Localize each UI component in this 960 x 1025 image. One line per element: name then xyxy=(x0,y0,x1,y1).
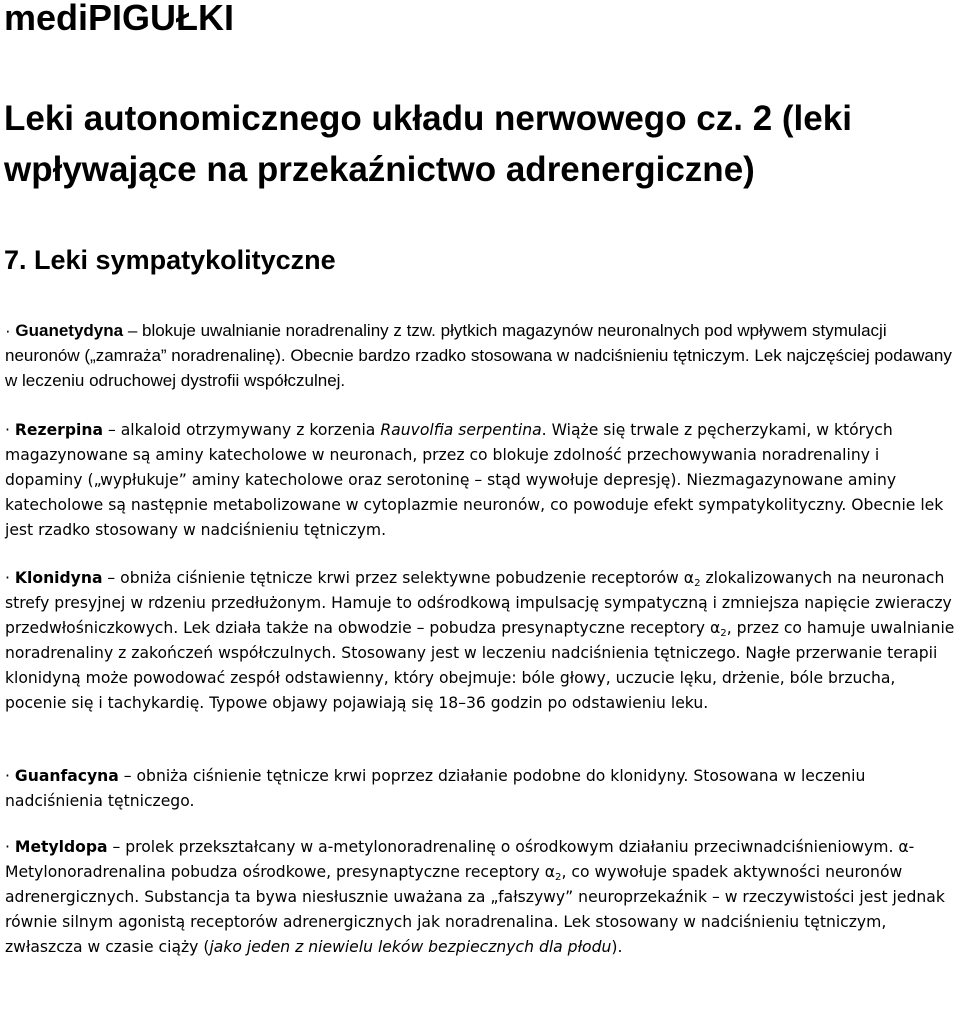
plant-name: Rauvolfia serpentina xyxy=(380,421,542,439)
paragraph-text: – blokuje uwalnianie noradrenaliny z tzw. płytkich magazynów neuronalnych pod wpływem stymulacji neuronów („zamraża” noradrenalinę). Obecnie bardzo rzadko stosowana w nadciśnieniu tętniczym. Lek najczęściej podawany w leczeniu odruchowej dystrofii współczulnej. xyxy=(5,321,952,390)
paragraph-text: – obniża ciśnienie tętnicze krwi przez selektywne pobudzenie receptorów α xyxy=(102,569,695,587)
bullet: · xyxy=(5,421,15,439)
paragraph-rezerpina xyxy=(5,418,955,543)
drug-name-klonidyna: Klonidyna xyxy=(14,569,103,587)
paragraph-klonidyna xyxy=(5,566,955,716)
article-title: Leki autonomicznego układu nerwowego cz. 2 (leki wpływające na przekaźnictwo adrenergiczne) xyxy=(4,99,852,189)
paragraph-text: zlokalizowanych na neuronach strefy presyjnej w rdzeniu przedłużonym. Hamuje to odśrodkową impulsację sympatyczną i zmniejsza napięcie zwieraczy przedwłośniczkowych. Lek działa także na obwodzie – pobudza presynaptyczne receptory α xyxy=(5,569,952,637)
paragraph-text: – obniża ciśnienie tętnicze krwi poprzez działanie podobne do klonidyny. Stosowana w leczeniu nadciśnienia tętniczego. xyxy=(5,767,866,810)
paragraph-text: – alkaloid otrzymywany z korzenia xyxy=(102,421,381,439)
subscript: 2 xyxy=(555,872,562,884)
drug-name-guanetydyna: Guanetydyna xyxy=(15,321,124,340)
paragraph-text: , co wywołuje spadek aktywności neuronów adrenergicznych. Substancja ta bywa niesłusznie uważana za „fałszywy” neuroprzekaźnik – w rzeczywistości jest jednak równie silnym agonistą receptorów adrenergicznych jak noradrenalina. Lek stosowany w nadciśnieniu tętniczym, zwłaszcza w czasie ciąży ( xyxy=(5,863,945,956)
paragraph-text: – prolek przekształcany w a-metylonoradrenalinę o ośrodkowym działaniu przeciwnadciśnieniowym. α-Metylonoradrenalina pobudza ośrodkowe, presynaptyczne receptory α xyxy=(5,838,915,881)
paragraph-text: , przez co hamuje uwalnianie noradrenaliny z zakończeń współczulnych. Stosowany jest w leczeniu nadciśnienia tętniczego. Nagłe przerwanie terapii klonidyną może powodować zespół odstawienny, który obejmuje: bóle głowy, uczucie lęku, drżenie, bóle brzucha, pocenie się i tachykardię. Typowe objawy pojawiają się 18–36 godzin po odstawieniu leku. xyxy=(5,619,955,712)
bullet: · xyxy=(5,569,15,587)
paragraph-text: . Wiąże się trwale z pęcherzykami, w których magazynowane są aminy katecholowe w neuronach, przez co blokuje zdolność przechowywania noradrenaliny i dopaminy („wypłukuje” aminy katecholowe oraz serotoninę – stąd wywołuje depresję). Niezmagazynowane aminy katecholowe są następnie metabolizowane w cytoplazmie neuronów, co powoduje efekt sympatykolityczny. Obecnie lek jest rzadko stosowany w nadciśnieniu tętniczym. xyxy=(5,421,944,539)
paragraph-guanfacyna xyxy=(5,764,955,814)
italic-note: jako jeden z niewielu leków bezpiecznych dla płodu xyxy=(209,938,612,956)
section-heading: 7. Leki sympatykolityczne xyxy=(4,245,336,275)
subscript: 2 xyxy=(694,578,701,590)
drug-name-rezerpina: Rezerpina xyxy=(14,421,103,439)
bullet: · xyxy=(5,767,15,785)
bullet: · xyxy=(5,838,15,856)
paragraph-guanetydyna xyxy=(5,318,955,393)
paragraph-text: ). xyxy=(611,938,623,956)
paragraph-metyldopa xyxy=(5,835,955,960)
subscript: 2 xyxy=(720,628,727,640)
drug-name-metyldopa: Metyldopa xyxy=(14,838,108,856)
site-brand: mediPIGUŁKI xyxy=(4,0,235,38)
drug-name-guanfacyna: Guanfacyna xyxy=(14,767,119,785)
bullet: · xyxy=(5,321,16,340)
